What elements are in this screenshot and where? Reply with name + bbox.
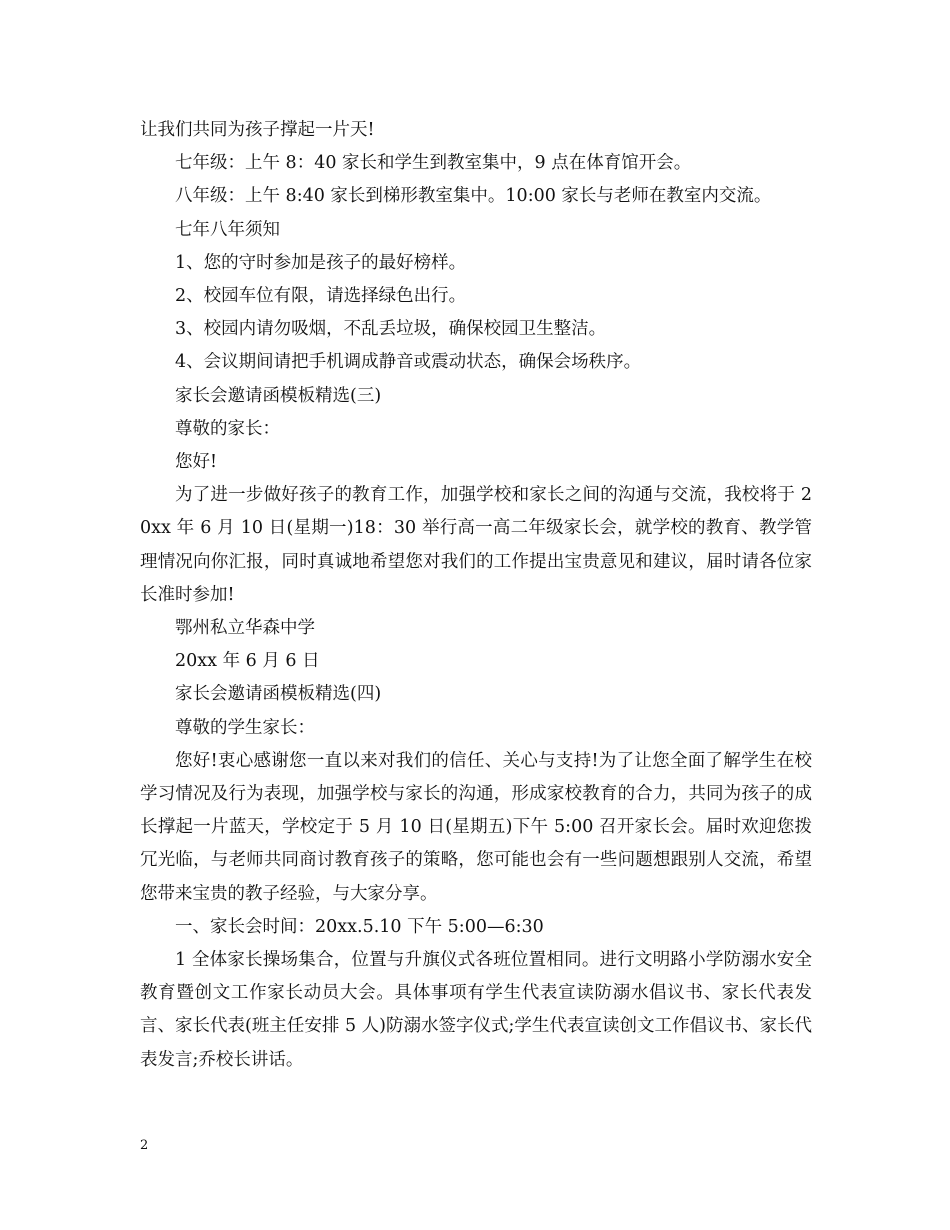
paragraph-notice-item-3: 3、校园内请勿吸烟，不乱丢垃圾，确保校园卫生整洁。 (175, 319, 607, 340)
salutation-template-4: 尊敬的学生家长： (175, 717, 315, 738)
paragraph-closing-line: 让我们共同为孩子撑起一片天! (140, 120, 375, 140)
body-template-4: 您好!衷心感谢您一直以来对我们的信任、关心与支持!为了让您全面了解学生在校学习情况及行为表现，加强学校与家长的沟通，形成家校教育的合力，共同为孩子的成长撑起一片蓝天，学校定于 5 月 10 日(星期五)下午 5:00 召开家长会。届时欢迎您拨冗光临，与老师共同商讨教育孩子的策略，您可能也会有一些问题想跟别人交流，希望您带来宝贵的教子经验，与大家分享。 (140, 750, 812, 904)
body-template-3: 为了进一步做好孩子的教育工作，加强学校和家长之间的沟通与交流，我校将于 20xx 年 6 月 10 日(星期一)18：30 举行高一高二年级家长会，就学校的教育、教学管理情况向你汇报，同时真诚地希望您对我们的工作提出宝贵意见和建议，届时请各位家长准时参加! (140, 485, 812, 605)
salutation-template-3: 尊敬的家长： (175, 418, 280, 439)
paragraph-notice-heading: 七年八年须知 (175, 219, 280, 240)
page-number: 2 (140, 1138, 149, 1153)
meeting-time-heading: 一、家长会时间：20xx.5.10 下午 5:00—6:30 (175, 916, 544, 937)
signature-school-name: 鄂州私立华森中学 (175, 618, 315, 639)
paragraph-notice-item-4: 4、会议期间请把手机调成静音或震动状态，确保会场秩序。 (175, 352, 642, 373)
signature-date: 20xx 年 6 月 6 日 (175, 651, 320, 672)
section-heading-template-4: 家长会邀请函模板精选(四) (175, 684, 382, 705)
paragraph-notice-item-1: 1、您的守时参加是孩子的最好榜样。 (175, 252, 467, 273)
paragraph-grade7-schedule: 七年级：上午 8：40 家长和学生到教室集中，9 点在体育馆开会。 (175, 153, 692, 174)
section-heading-template-3: 家长会邀请函模板精选(三) (175, 385, 382, 406)
paragraph-grade8-schedule: 八年级：上午 8:40 家长到梯形教室集中。10:00 家长与老师在教室内交流。 (175, 186, 772, 207)
paragraph-notice-item-2: 2、校园车位有限，请选择绿色出行。 (175, 286, 467, 307)
document-body (140, 114, 812, 1077)
meeting-item-1: 1 全体家长操场集合，位置与升旗仪式各班位置相同。进行文明路小学防溺水安全教育暨创文工作家长动员大会。具体事项有学生代表宣读防溺水倡议书、家长代表发言、家长代表(班主任安排 5 人)防溺水签字仪式;学生代表宣读创文工作倡议书、家长代表发言;乔校长讲话。 (140, 950, 812, 1070)
greeting-template-3: 您好! (175, 452, 218, 473)
